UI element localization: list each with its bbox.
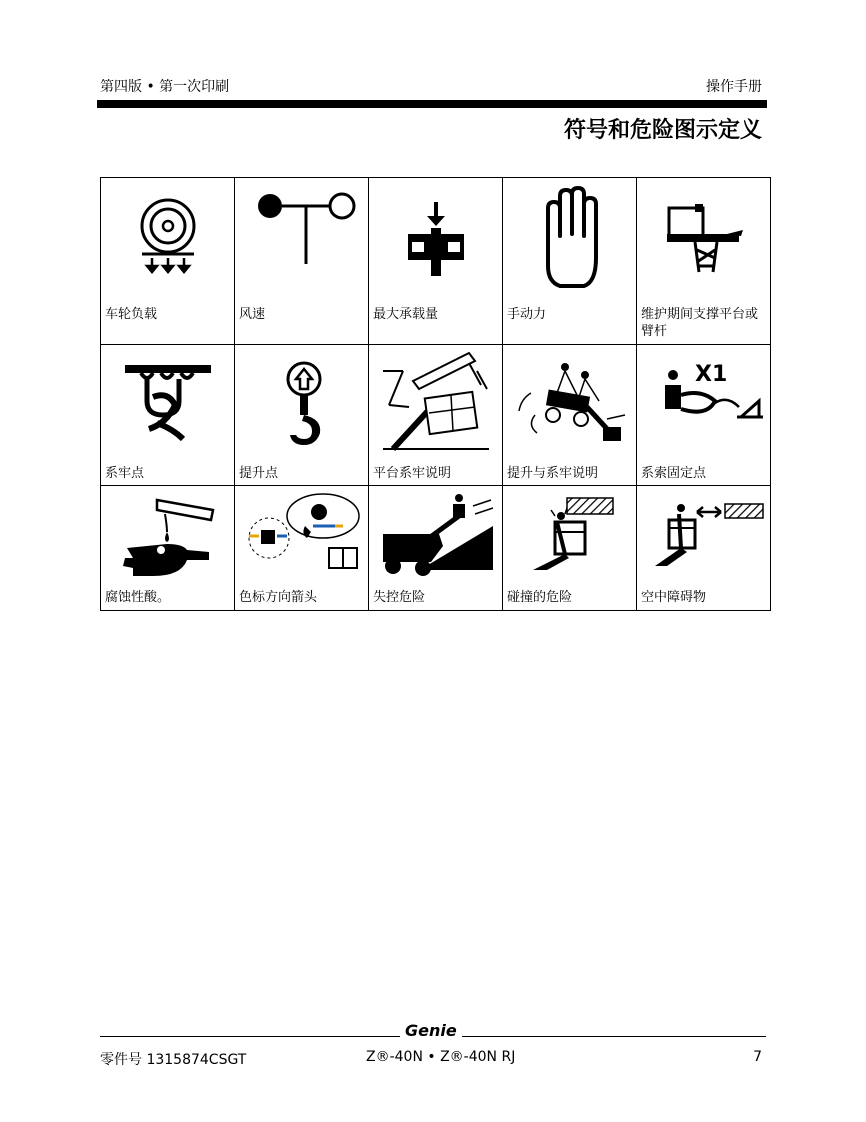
symbol-label: 提升点 <box>239 466 279 481</box>
corrosive-acid-icon <box>101 486 234 586</box>
platform-tie-down-icon <box>369 345 502 463</box>
symbol-cell <box>503 345 637 486</box>
lifting-point-icon <box>235 345 368 463</box>
symbol-label: 系牢点 <box>105 466 145 481</box>
symbol-label: 碰撞的危险 <box>507 590 573 605</box>
manual-label: 操作手册 <box>706 79 762 95</box>
manual-force-icon <box>503 178 636 298</box>
symbol-cell <box>101 345 235 486</box>
tip-over-hazard-icon <box>369 486 502 586</box>
support-platform-icon <box>637 178 770 298</box>
symbol-cell <box>369 486 503 611</box>
wind-speed-icon <box>235 178 368 298</box>
model-name: Z®-40N • Z®-40N RJ <box>366 1049 516 1065</box>
symbol-label: 腐蚀性酸。 <box>105 590 171 605</box>
footer-rule <box>462 1036 766 1037</box>
symbol-cell <box>503 178 637 345</box>
wheel-load-icon <box>101 178 234 298</box>
lanyard-anchor-icon <box>637 345 770 463</box>
color-coded-arrows-icon <box>235 486 368 586</box>
symbol-table <box>100 177 771 611</box>
symbol-cell <box>235 486 369 611</box>
overhead-obstruction-icon <box>637 486 770 586</box>
symbol-cell <box>101 486 235 611</box>
symbol-cell <box>369 345 503 486</box>
symbol-label: 色标方向箭头 <box>239 590 318 605</box>
symbol-cell <box>503 486 637 611</box>
edition-label: 第四版 • 第一次印刷 <box>100 79 230 95</box>
symbol-label: 车轮负载 <box>105 307 158 322</box>
symbol-cell <box>101 178 235 345</box>
symbol-label: 维护期间支撑平台或臂杆 <box>641 307 759 339</box>
symbol-cell <box>637 486 771 611</box>
symbol-label: 空中障碍物 <box>641 590 707 605</box>
symbol-cell <box>369 178 503 345</box>
symbol-cell <box>637 345 771 486</box>
symbol-label: 失控危险 <box>373 590 426 605</box>
symbol-cell <box>235 345 369 486</box>
page-title: 符号和危险图示定义 <box>563 118 762 143</box>
symbol-cell <box>235 178 369 345</box>
part-number: 零件号 1315874CSGT <box>100 1052 247 1068</box>
symbol-label: 系索固定点 <box>641 466 707 481</box>
symbol-label: 风速 <box>239 307 266 322</box>
header-rule <box>97 100 767 108</box>
symbol-label: 手动力 <box>507 307 547 322</box>
max-capacity-icon <box>369 178 502 298</box>
lift-tie-down-icon <box>503 345 636 463</box>
tie-down-point-icon <box>101 345 234 463</box>
genie-logo: Genie <box>405 1021 457 1040</box>
symbol-cell <box>637 178 771 345</box>
footer-rule <box>100 1036 400 1037</box>
page-number: 7 <box>753 1049 762 1065</box>
collision-hazard-icon <box>503 486 636 586</box>
symbol-label: 提升与系牢说明 <box>507 466 599 481</box>
x1-label: X1 <box>694 362 727 387</box>
symbol-label: 平台系牢说明 <box>373 466 452 481</box>
symbol-label: 最大承载量 <box>373 307 439 322</box>
